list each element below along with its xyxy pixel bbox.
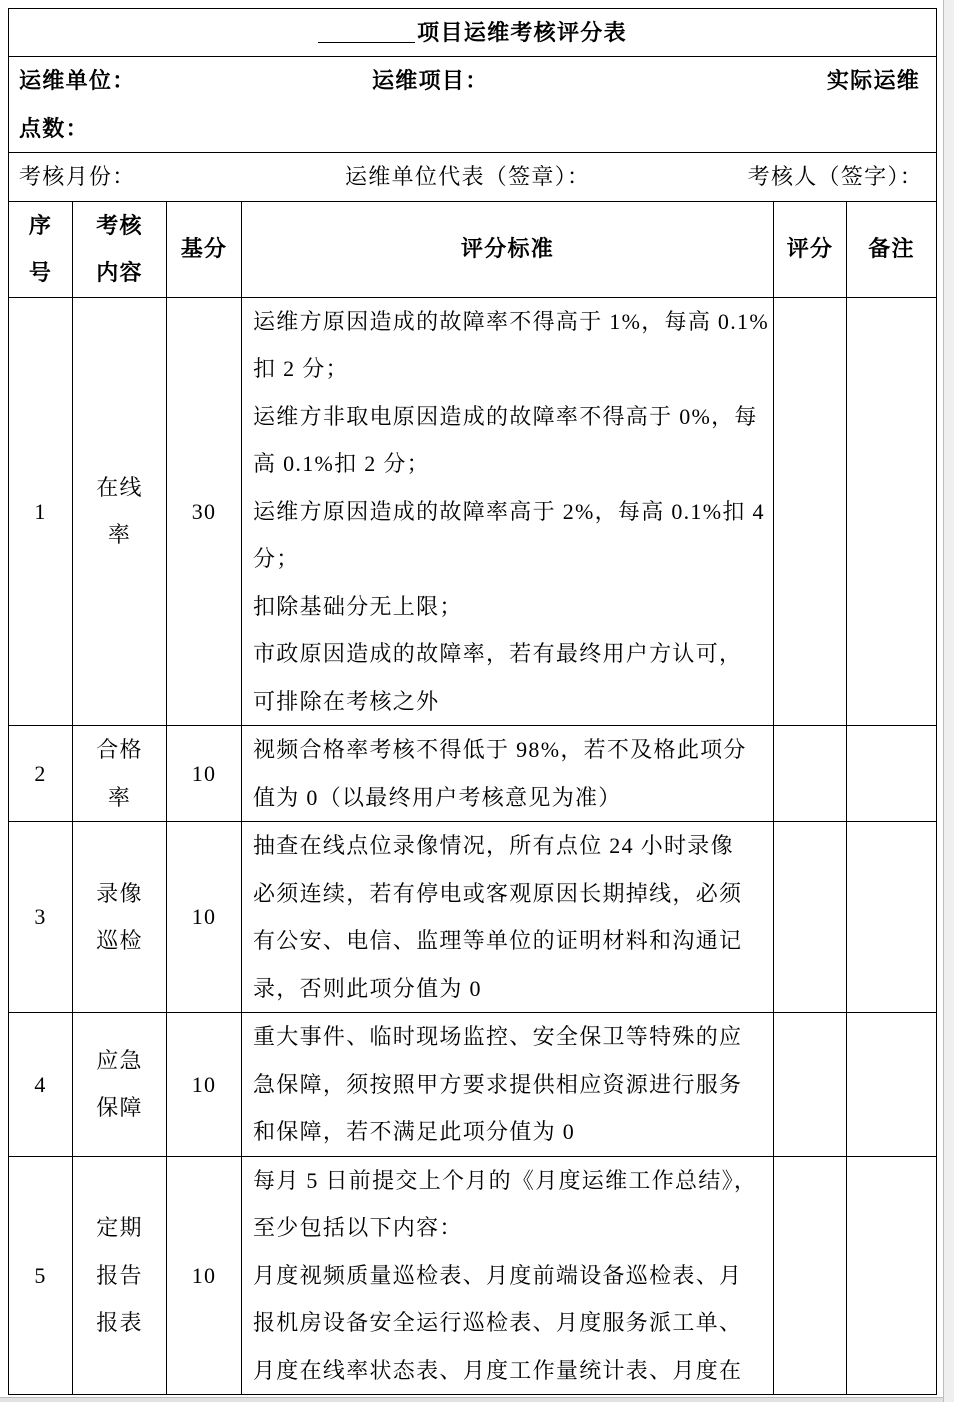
seq-number: 1 [34, 498, 47, 524]
base-score-cell [167, 822, 242, 1013]
criteria-line: 可排除在考核之外 [253, 688, 440, 714]
info-cell-2 [9, 153, 937, 202]
criteria-cell [242, 1156, 774, 1395]
criteria-line: 抽查在线点位录像情况，所有点位 24 小时录像 [253, 833, 734, 858]
base-score: 10 [191, 1071, 217, 1097]
item-name: 应急保障 [96, 1047, 143, 1121]
criteria-line: 报机房设备安全运行巡检表、月度服务派工单、 [253, 1310, 743, 1335]
criteria-line: 分； [253, 546, 300, 571]
remark-cell [847, 297, 937, 726]
seq-number: 4 [34, 1071, 47, 1097]
base-score: 10 [191, 904, 217, 930]
remark-cell [847, 1013, 937, 1157]
header-criteria [242, 201, 774, 297]
criteria-line: 必须连续，若有停电或客观原因长期掉线，必须 [253, 880, 743, 906]
criteria-line: 月度视频质量巡检表、月度前端设备巡检表、月 [253, 1262, 743, 1288]
criteria-line: 录，否则此项分值为 0 [253, 975, 482, 1001]
item-name: 定期报告报表 [96, 1215, 143, 1335]
base-score: 10 [191, 760, 217, 786]
header-score-label: 评分 [786, 236, 834, 262]
item-name: 录像巡检 [96, 880, 143, 953]
item-cell [73, 297, 167, 726]
criteria-line: 值为 0（以最终用户考核意见为准） [253, 784, 622, 810]
score-cell [774, 1156, 847, 1395]
score-cell [774, 1013, 847, 1157]
month-label: 考核月份： [19, 164, 136, 189]
project-label: 运维项目： [372, 68, 489, 93]
header-remark-label: 备注 [868, 236, 915, 262]
item-name: 合格率 [96, 737, 143, 810]
info-cell-1 [9, 57, 937, 153]
criteria-line: 月度在线率状态表、月度工作量统计表、月度在 [253, 1357, 743, 1383]
criteria-line: 至少包括以下内容： [253, 1215, 463, 1240]
criteria-cell [242, 1013, 774, 1157]
seq-cell [9, 1013, 73, 1157]
header-score [774, 201, 847, 297]
table-row [9, 1013, 937, 1157]
criteria-cell [242, 822, 774, 1013]
header-item-label: 考核内容 [96, 212, 143, 285]
base-score: 10 [191, 1262, 217, 1288]
base-score-cell [167, 1156, 242, 1395]
criteria-line: 运维方非取电原因造成的故障率不得高于 0%，每 [253, 403, 758, 429]
header-criteria-label: 评分标准 [460, 236, 555, 262]
item-cell [73, 726, 167, 822]
header-base-score [167, 201, 242, 297]
header-remark [847, 201, 937, 297]
criteria-line: 扣 2 分； [253, 356, 349, 381]
header-item [73, 201, 167, 297]
score-cell [774, 297, 847, 726]
table-row [9, 822, 937, 1013]
criteria-line: 运维方原因造成的故障率不得高于 1%，每高 0.1% [253, 308, 769, 334]
seq-cell [9, 726, 73, 822]
criteria-cell [242, 297, 774, 726]
base-score-cell [167, 1013, 242, 1157]
seq-number: 5 [34, 1262, 47, 1288]
item-cell [73, 1156, 167, 1395]
page-edge-bottom [0, 1397, 943, 1402]
points-label-line-1: 实际运维 [826, 68, 921, 93]
assessment-table [8, 8, 937, 1395]
criteria-line: 急保障，须按照甲方要求提供相应资源进行服务 [253, 1071, 743, 1097]
criteria-line: 重大事件、临时现场监控、安全保卫等特殊的应 [253, 1024, 743, 1049]
info-row-1 [9, 57, 937, 153]
page-title: 项目运维考核评分表 [417, 20, 627, 45]
header-base-score-label: 基分 [180, 236, 228, 262]
criteria-line: 扣除基础分无上限； [253, 593, 463, 619]
item-cell [73, 1013, 167, 1157]
seq-number: 3 [34, 904, 47, 930]
info-row-2 [9, 153, 937, 202]
title-blank-line [318, 42, 415, 43]
table-row [9, 1156, 937, 1395]
item-cell [73, 822, 167, 1013]
unit-label: 运维单位： [19, 68, 136, 93]
seq-cell [9, 822, 73, 1013]
header-seq [9, 201, 73, 297]
title-row [9, 9, 937, 57]
criteria-line: 视频合格率考核不得低于 98%，若不及格此项分 [253, 737, 747, 762]
assessor-label: 考核人（签字）： [747, 164, 924, 189]
criteria-line: 运维方原因造成的故障率高于 2%，每高 0.1%扣 4 [253, 498, 765, 524]
criteria-line: 高 0.1%扣 2 分； [253, 451, 430, 476]
page-edge-right [943, 0, 954, 1402]
criteria-line: 和保障，若不满足此项分值为 0 [253, 1119, 576, 1144]
remark-cell [847, 1156, 937, 1395]
seq-number: 2 [34, 760, 47, 786]
table-row [9, 726, 937, 822]
score-cell [774, 726, 847, 822]
table-row [9, 297, 937, 726]
item-name: 在线率 [96, 474, 143, 548]
representative-label: 运维单位代表（签章）： [345, 164, 591, 189]
seq-cell [9, 1156, 73, 1395]
remark-cell [847, 822, 937, 1013]
header-seq-label: 序号 [28, 212, 53, 285]
criteria-line: 每月 5 日前提交上个月的《月度运维工作总结》， [253, 1167, 758, 1193]
criteria-line: 有公安、电信、监理等单位的证明材料和沟通记 [253, 928, 743, 953]
header-row [9, 201, 937, 297]
seq-cell [9, 297, 73, 726]
title-cell [9, 9, 937, 57]
criteria-cell [242, 726, 774, 822]
base-score: 30 [191, 498, 217, 524]
score-cell [774, 822, 847, 1013]
base-score-cell [167, 297, 242, 726]
points-label-line-2: 点数： [19, 115, 89, 141]
base-score-cell [167, 726, 242, 822]
criteria-line: 市政原因造成的故障率，若有最终用户方认可， [253, 641, 743, 666]
remark-cell [847, 726, 937, 822]
